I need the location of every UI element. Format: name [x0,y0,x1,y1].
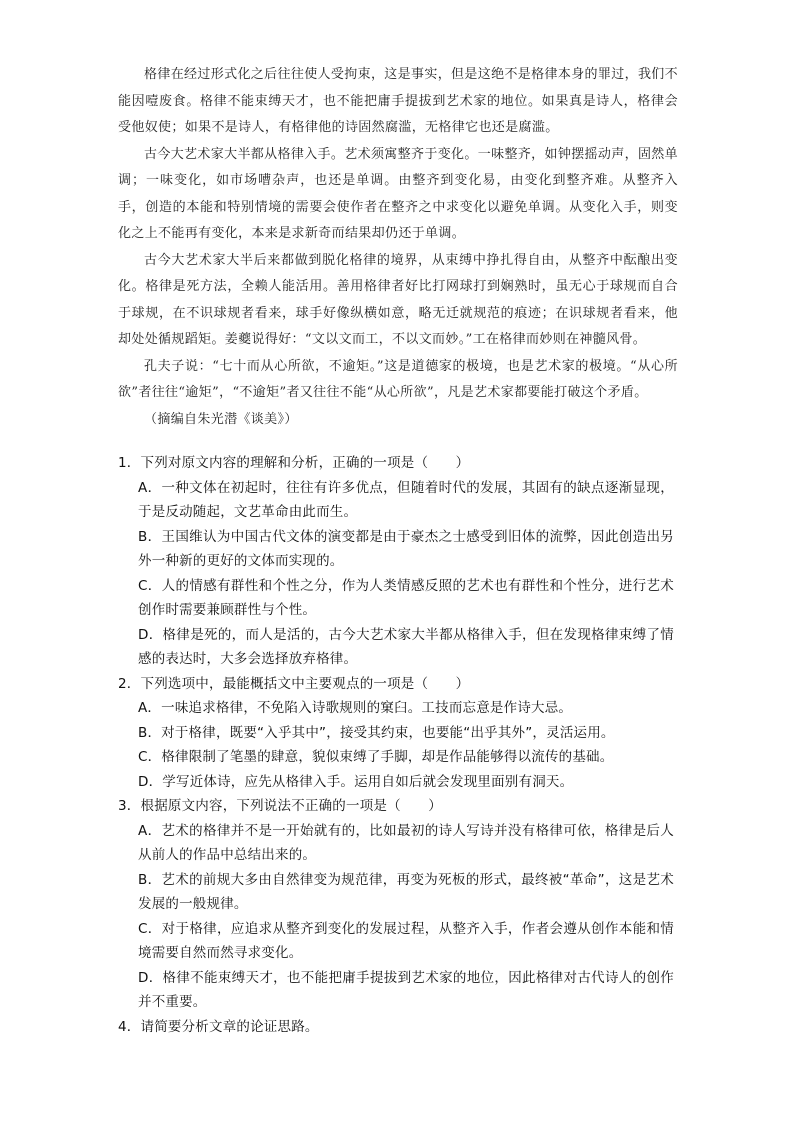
option-b: B．对于格律，既要“入乎其中”，接受其约束，也要能“出乎其外”，灵活运用。 [138,724,615,741]
reading-passage [118,62,678,433]
question-list [118,451,674,1039]
question-2 [118,672,674,795]
option-c: C．人的情感有群性和个性之分，作为人类情感反照的艺术也有群性和个性分，进行艺术创作时需要兼顾群性与个性。 [138,577,674,618]
option-d: D．学写近体诗，应先从格律入手。运用自如后就会发现里面别有洞天。 [138,773,574,790]
passage-paragraph: 孔夫子说：“七十而从心所欲，不逾矩。”这是道德家的极境，也是艺术家的极境。“从心所欲”者往往“逾矩”，“不逾矩”者又往往不能“从心所欲”，凡是艺术家都要能打破这个矛盾。 [118,358,678,400]
question-stem: 3．根据原文内容，下列说法不正确的一项是（ ） [118,798,442,814]
option-c: C．格律限制了笔墨的肆意，貌似束缚了手脚，却是作品能够得以流传的基础。 [138,749,614,765]
question-1 [118,451,674,672]
option-a: A．艺术的格律并不是一开始就有的，比如最初的诗人写诗并没有格律可依，格律是后人从前人的作品中总结出来的。 [138,822,674,863]
passage-paragraph: 格律在经过形式化之后往往使人受拘束，这是事实，但是这绝不是格律本身的罪过，我们不能因噎废食。格律不能束缚天才，也不能把庸手提拔到艺术家的地位。如果真是诗人，格律会受他奴使；如果不是诗人，有格律他的诗固然腐滥，无格律它也还是腐滥。 [118,67,679,135]
question-3 [118,794,674,1015]
passage-source: （摘编自朱光潜《谈美》） [144,411,298,427]
question-4 [118,1015,674,1040]
question-stem: 2．下列选项中，最能概括文中主要观点的一项是（ ） [118,675,470,692]
question-stem: 1．下列对原文内容的理解和分析，正确的一项是（ ） [118,455,470,471]
passage-paragraph: 古今大艺术家大半都从格律入手。艺术须寓整齐于变化。一味整齐，如钟摆摇动声，固然单调；一味变化，如市场嘈杂声，也还是单调。由整齐到变化易，由变化到整齐难。从整齐入手，创造的本能和特别情境的需要会使作者在整齐之中求变化以避免单调。从变化入手，则变化之上不能再有变化，本来是求新奇而结果却仍还于单调。 [118,146,679,241]
option-a: A．一味追求格律，不免陷入诗歌规则的窠臼。工技而忘意是作诗大忌。 [138,700,573,716]
option-b: B．艺术的前规大多由自然律变为规范律，再变为死板的形式，最终被“革命”，这是艺术发展的一般规律。 [138,871,674,912]
option-a: A．一种文体在初起时，往往有许多优点，但随着时代的发展，其固有的缺点逐渐显现，于是反动随起，文艺革命由此而生。 [138,479,674,520]
option-d: D．格律不能束缚天才，也不能把庸手提拔到艺术家的地位，因此格律对古代诗人的创作并不重要。 [138,969,674,1010]
question-stem: 4．请简要分析文章的论证思路。 [118,1018,319,1035]
option-b: B．王国维认为中国古代文体的演变都是由于豪杰之士感受到旧体的流弊，因此创造出另外一种新的更好的文体而实现的。 [138,528,674,569]
option-c: C．对于格律，应追求从整齐到变化的发展过程，从整齐入手，作者会遵从创作本能和情境需要自然而然寻求变化。 [138,920,674,961]
option-d: D．格律是死的，而人是活的，古今大艺术家大半都从格律入手，但在发现格律束缚了情感的表达时，大多会选择放弃格律。 [138,626,674,667]
passage-paragraph: 古今大艺术家大半后来都做到脱化格律的境界，从束缚中挣扎得自由，从整齐中酝酿出变化。格律是死方法，全赖人能活用。善用格律者好比打网球打到娴熟时，虽无心于球规而自合于球规，在不识球规者看来，球手好像纵横如意，略无迁就规范的痕迹；在识球规者看来，他却处处循规蹈矩。姜夔说得好：“文以文而工，不以文而妙。”工在格律而妙则在神髓风骨。 [118,252,678,347]
